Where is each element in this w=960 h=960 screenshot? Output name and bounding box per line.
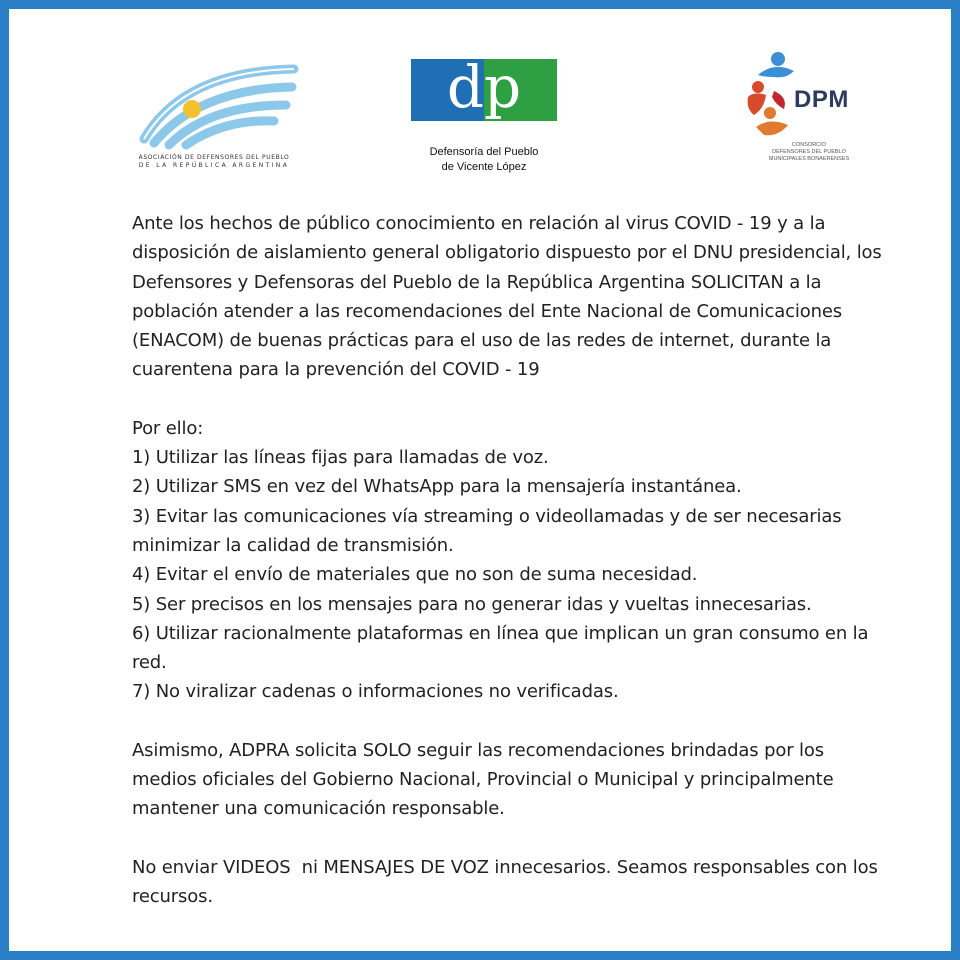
recommendation-item: 1) Utilizar las líneas fijas para llamadas de voz. bbox=[132, 447, 549, 469]
dp-mark-letters: dp bbox=[446, 59, 522, 121]
recommendation-item: 6) Utilizar racionalmente plataformas en línea que implican un gran consumo en la red. bbox=[132, 622, 869, 674]
recommendation-item: 4) Evitar el envío de materiales que no son de suma necesidad. bbox=[132, 564, 698, 586]
intro-paragraph: Ante los hechos de público conocimiento en relación al virus COVID - 19 y a la disposición de aislamiento general obligatorio dispuesto por el DNU presidencial, los Defensores y Defensoras del Pueblo de la República Argentina SOLICITAN a la población atender a las recomendaciones del Ente Nacional de Comunicaciones (ENACOM) de buenas prácticas para el uso de las redes de internet, durante la cuarentena para la prevención del COVID - 19 bbox=[132, 213, 882, 381]
adpra-name-line1: ASOCIACIÓN DE DEFENSORES DEL PUEBLO bbox=[138, 154, 290, 161]
recommendation-item: 2) Utilizar SMS en vez del WhatsApp para la mensajería instantánea. bbox=[132, 476, 742, 498]
dpm-name-line2: DEFENSORES DEL PUEBLO bbox=[772, 149, 846, 155]
recommendation-item: 5) Ser precisos en los mensajes para no generar idas y vueltas innecesarias. bbox=[132, 593, 812, 615]
dp-name-line1: Defensoría del Pueblo bbox=[429, 146, 539, 158]
adpra-name-line2: DE LA REPÚBLICA ARGENTINA bbox=[138, 162, 290, 169]
closing-paragraph: No enviar VIDEOS ni MENSAJES DE VOZ innecesarios. Seamos responsables con los recursos. bbox=[132, 856, 884, 907]
dpm-logo bbox=[744, 51, 874, 176]
dpm-title: DPM bbox=[794, 86, 849, 113]
list-heading: Por ello: bbox=[132, 417, 204, 439]
asimismo-paragraph: Asimismo, ADPRA solicita SOLO seguir las recomendaciones brindadas por los medios oficiales del Gobierno Nacional, Provincial o Municipal y principalmente mantener una comunicación responsable. bbox=[132, 739, 834, 820]
dp-vicente-lopez-logo bbox=[404, 59, 564, 184]
dpm-name-line1: CONSORCIO bbox=[792, 142, 826, 148]
adpra-wing-emblem bbox=[114, 61, 314, 153]
dp-mark bbox=[411, 59, 557, 121]
recommendation-item: 7) No viralizar cadenas o informaciones no verificadas. bbox=[132, 681, 619, 703]
recommendation-item: 3) Evitar las comunicaciones vía streaming o videollamadas y de ser necesarias minimizar la calidad de transmisión. bbox=[132, 505, 842, 556]
dp-name-line2: de Vicente López bbox=[441, 161, 527, 173]
adpra-logo bbox=[114, 61, 314, 176]
dpm-name-line3: MUNICIPALES BONAERENSES bbox=[768, 156, 850, 162]
statement-body bbox=[132, 209, 892, 911]
